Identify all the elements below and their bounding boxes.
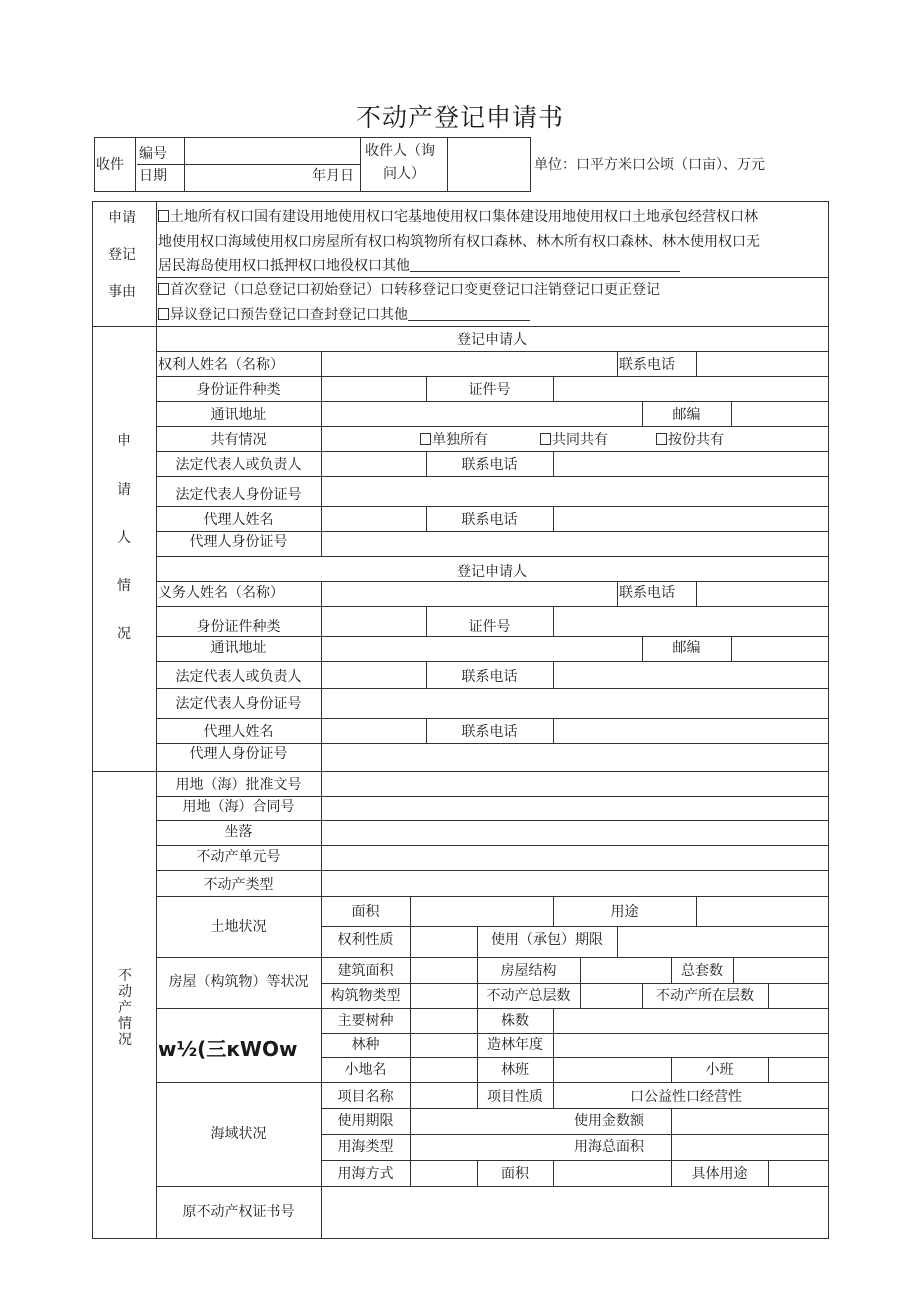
obligor-legal-rep-phone-label: 联系电话 xyxy=(461,669,518,685)
unit-no-label: 不动产单元号 xyxy=(196,849,281,865)
sea-total-label: 用海总面积 xyxy=(574,1139,644,1155)
tree-count-label: 株数 xyxy=(501,1013,529,1029)
contract-no-label: 用地（海）合同号 xyxy=(182,799,295,815)
forest-class-label: 林班 xyxy=(501,1062,529,1078)
checkbox-icon[interactable] xyxy=(158,308,169,320)
share-option[interactable] xyxy=(656,431,724,449)
rights-line-1 xyxy=(158,208,758,226)
date-suffix: 年月日 xyxy=(312,168,354,184)
legal-rep-id-label: 法定代表人身份证号 xyxy=(175,487,302,503)
rights-text-3: 居民海岛使用权口抵押权口地役权口其他 xyxy=(158,258,410,274)
joint-option[interactable] xyxy=(540,431,608,449)
reason-label-2: 登记 xyxy=(108,247,136,263)
located-floor-label: 不动产所在层数 xyxy=(656,988,754,1004)
small-place-label: 小地名 xyxy=(344,1062,387,1078)
checkbox-icon[interactable] xyxy=(656,433,667,445)
applicant-label-2: 请 xyxy=(117,482,131,498)
shared-label: 共有情况 xyxy=(210,432,267,448)
rights-text-1: 土地所有权口国有建设用地使用权口宅基地使用权口集体建设用地使用权口土地承包经营权口林 xyxy=(170,209,758,225)
obligor-agent-phone-label: 联系电话 xyxy=(461,724,518,740)
legal-rep-phone-label: 联系电话 xyxy=(461,457,518,473)
sea-area-label: 面积 xyxy=(501,1166,529,1182)
other-rights-blank[interactable] xyxy=(410,258,680,272)
applicant-label-5: 况 xyxy=(117,626,131,642)
date-label: 日期 xyxy=(139,168,167,184)
building-area-label: 建筑面积 xyxy=(337,963,394,979)
id-no-label: 证件号 xyxy=(468,382,511,398)
use-term-label: 使用（承包）期限 xyxy=(491,932,603,948)
sea-method-label: 用海方式 xyxy=(337,1166,394,1182)
property-label-3: 产 xyxy=(118,1000,132,1016)
obligor-label: 义务人姓名（名称） xyxy=(158,585,284,601)
joint-text: 共同共有 xyxy=(552,432,608,448)
project-nature-label: 项目性质 xyxy=(487,1089,543,1105)
applicant-section-title: 登记申请人 xyxy=(457,332,527,348)
receiver-label-1: 收件人（询 xyxy=(365,143,435,159)
checkbox-icon[interactable] xyxy=(420,433,431,445)
property-label-4: 情 xyxy=(118,1016,132,1032)
house-structure-label: 房屋结构 xyxy=(500,963,557,979)
agent-id-label: 代理人身份证号 xyxy=(189,534,288,550)
obligor-phone-label: 联系电话 xyxy=(619,585,675,601)
postcode-label: 邮编 xyxy=(672,407,701,423)
public-business-option[interactable]: 口公益性口经营性 xyxy=(630,1089,742,1105)
right-holder-label: 权利人姓名（名称） xyxy=(158,357,284,373)
property-type-label: 不动产类型 xyxy=(203,877,274,893)
project-name-label: 项目名称 xyxy=(337,1089,394,1105)
location-label: 坐落 xyxy=(224,824,253,840)
page-title: 不动产登记申请书 xyxy=(355,103,564,132)
number-label: 编号 xyxy=(139,146,167,162)
reason-label-1: 申请 xyxy=(108,210,136,226)
sub-class-label: 小班 xyxy=(705,1062,734,1078)
types-line-2 xyxy=(158,306,530,324)
right-nature-label: 权利性质 xyxy=(337,932,394,948)
obligor-postcode-label: 邮编 xyxy=(672,640,701,656)
checkbox-icon[interactable] xyxy=(158,283,169,295)
obligor-address-label: 通讯地址 xyxy=(210,640,267,656)
rights-line-2: 地使用权口海域使用权口房屋所有权口构筑物所有权口森林、林木所有权口森林、林木使用权口无 xyxy=(158,234,760,250)
reason-label-3: 事由 xyxy=(108,284,136,300)
receipt-label: 收件 xyxy=(96,157,124,173)
types-text-2: 异议登记口预告登记口查封登记口其他 xyxy=(170,307,408,323)
total-floors-label: 不动产总层数 xyxy=(486,988,571,1004)
legal-rep-label: 法定代表人或负责人 xyxy=(175,457,302,473)
obligor-id-type-label: 身份证件种类 xyxy=(196,619,281,635)
structure-type-label: 构筑物类型 xyxy=(330,988,401,1004)
forest-status-label: w½(三кWOw xyxy=(158,1037,298,1061)
tree-species-label: 主要树种 xyxy=(337,1013,394,1029)
types-text-1: 首次登记（口总登记口初始登记）口转移登记口变更登记口注销登记口更正登记 xyxy=(170,282,660,298)
specific-use-label: 具体用途 xyxy=(691,1166,748,1182)
use-term-sea-label: 使用期限 xyxy=(337,1113,394,1129)
id-type-label: 身份证件种类 xyxy=(196,382,281,398)
obligor-legal-rep-label: 法定代表人或负责人 xyxy=(175,669,302,685)
property-label-5: 况 xyxy=(118,1032,132,1048)
agent-phone-label: 联系电话 xyxy=(461,512,518,528)
obligor-section-title: 登记申请人 xyxy=(457,564,527,580)
applicant-label-1: 申 xyxy=(117,433,131,449)
address-label: 通讯地址 xyxy=(210,407,267,423)
applicant-label-4: 情 xyxy=(117,578,131,594)
receiver-label-2: 问人） xyxy=(383,166,425,182)
other-type-blank[interactable] xyxy=(408,307,530,321)
sole-text: 单独所有 xyxy=(432,432,488,448)
phone-label: 联系电话 xyxy=(619,357,675,373)
sole-option[interactable] xyxy=(420,431,488,449)
property-label-1: 不 xyxy=(118,968,132,984)
approval-no-label: 用地（海）批准文号 xyxy=(175,777,302,793)
agent-label: 代理人姓名 xyxy=(203,512,274,528)
land-area-label: 面积 xyxy=(351,904,380,920)
sea-type-label: 用海类型 xyxy=(337,1139,394,1155)
property-label-2: 动 xyxy=(118,984,132,1000)
land-status-label: 土地状况 xyxy=(210,919,267,935)
obligor-legal-rep-id-label: 法定代表人身份证号 xyxy=(175,696,302,712)
types-line-1 xyxy=(158,281,660,299)
checkbox-icon[interactable] xyxy=(158,210,169,222)
original-cert-label: 原不动产权证书号 xyxy=(182,1204,295,1220)
obligor-agent-id-label: 代理人身份证号 xyxy=(189,746,288,762)
total-units-label: 总套数 xyxy=(681,963,723,979)
forest-type-label: 林种 xyxy=(351,1037,380,1053)
obligor-agent-label: 代理人姓名 xyxy=(203,724,274,740)
share-text: 按份共有 xyxy=(668,432,724,448)
obligor-id-no-label: 证件号 xyxy=(468,619,511,635)
applicant-label-3: 人 xyxy=(117,530,131,546)
land-use-label: 用途 xyxy=(610,904,639,920)
unit-label: 单位：口平方米口公顷（口亩）、万元 xyxy=(534,157,765,173)
building-status-label: 房屋（构筑物）等状况 xyxy=(168,974,309,990)
rights-line-3 xyxy=(158,257,680,275)
checkbox-icon[interactable] xyxy=(540,433,551,445)
planting-year-label: 造林年度 xyxy=(487,1037,543,1053)
sea-status-label: 海域状况 xyxy=(210,1126,267,1142)
fee-label: 使用金数额 xyxy=(574,1113,644,1129)
